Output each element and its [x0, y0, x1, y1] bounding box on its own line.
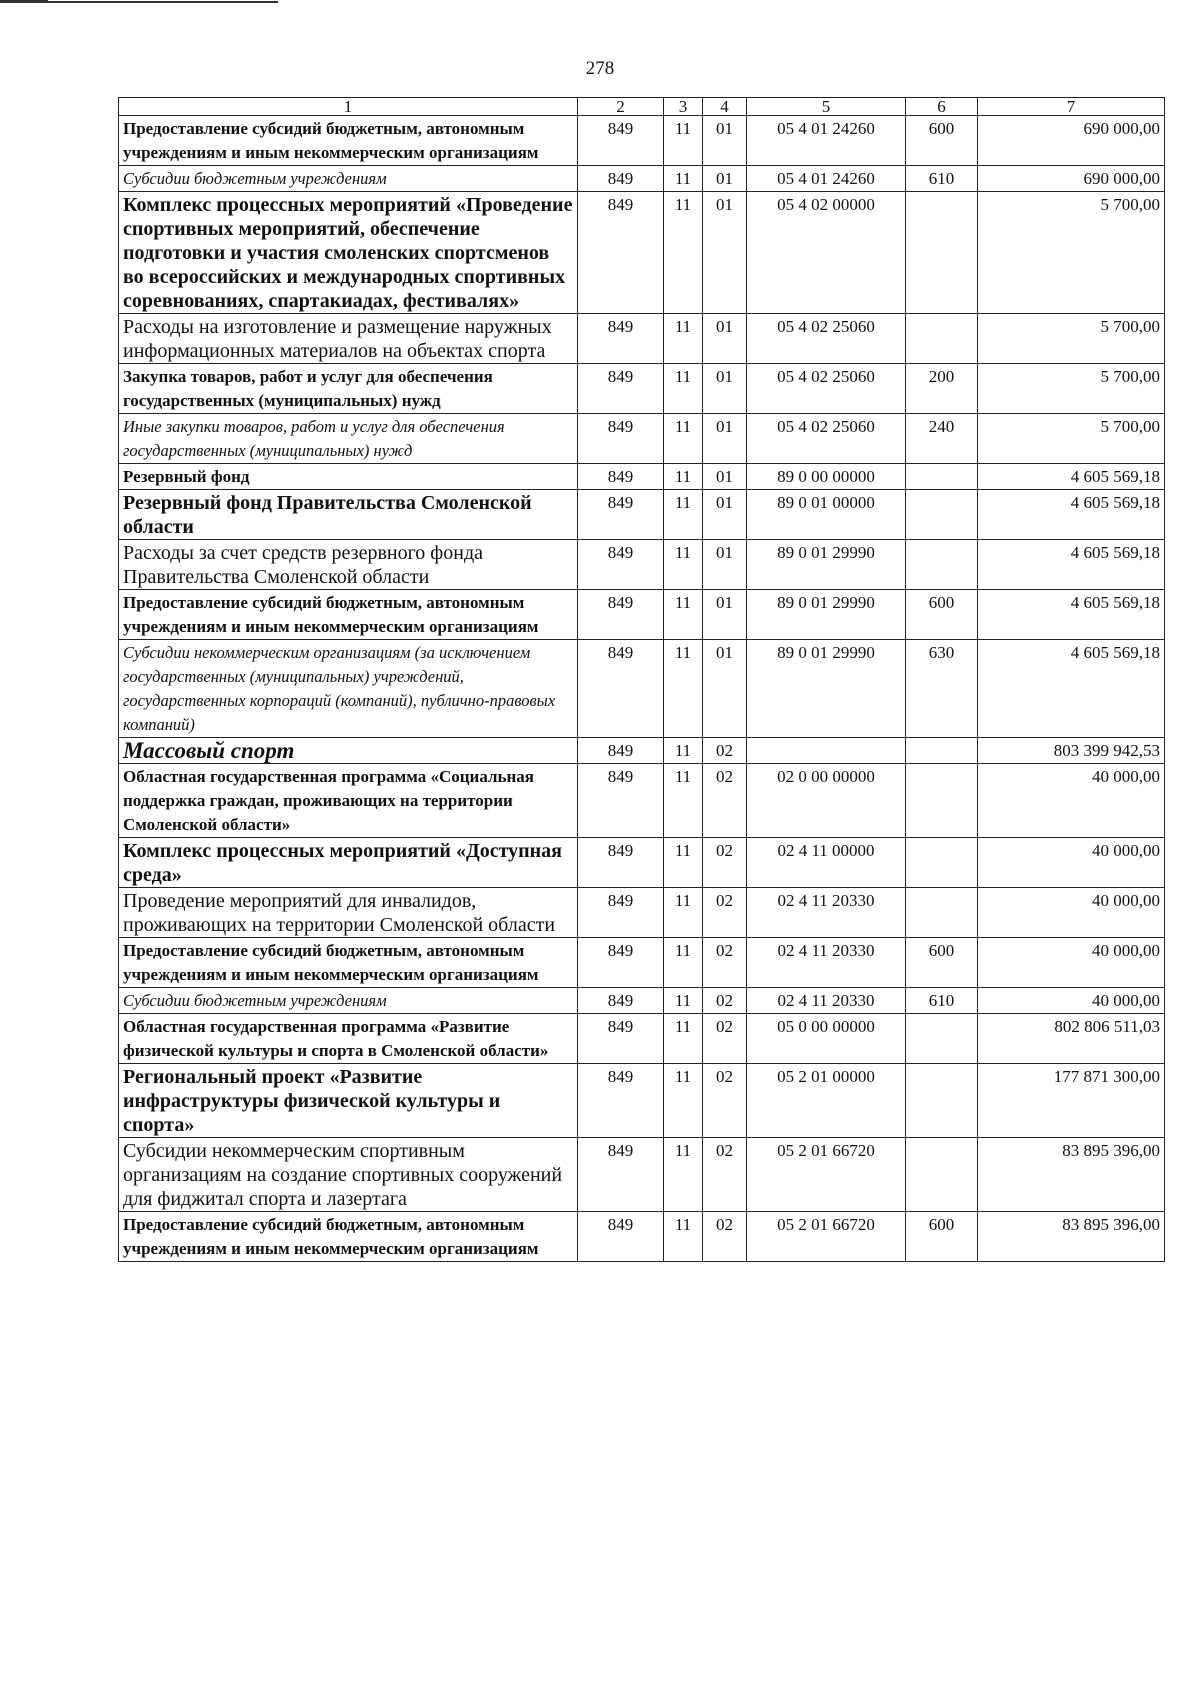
cell-ministry-code: 849 — [578, 414, 664, 464]
cell-subsection-code: 02 — [703, 938, 747, 988]
row-name: Массовый спорт — [119, 738, 578, 764]
cell-target-article: 89 0 01 29990 — [747, 590, 906, 640]
cell-ministry-code: 849 — [578, 540, 664, 590]
row-name: Областная государственная программа «Развитие физической культуры и спорта в Смоленской области» — [119, 1014, 578, 1064]
cell-expense-type: 610 — [906, 166, 978, 192]
cell-ministry-code: 849 — [578, 1212, 664, 1262]
cell-amount: 802 806 511,03 — [978, 1014, 1165, 1064]
cell-amount: 83 895 396,00 — [978, 1212, 1165, 1262]
cell-section-code: 11 — [664, 314, 703, 364]
cell-target-article: 05 0 00 00000 — [747, 1014, 906, 1064]
cell-subsection-code: 02 — [703, 1212, 747, 1262]
cell-subsection-code: 01 — [703, 414, 747, 464]
cell-subsection-code: 01 — [703, 490, 747, 540]
cell-subsection-code: 01 — [703, 540, 747, 590]
cell-section-code: 11 — [664, 590, 703, 640]
cell-target-article: 02 4 11 20330 — [747, 988, 906, 1014]
cell-subsection-code: 02 — [703, 764, 747, 838]
cell-target-article: 05 4 02 25060 — [747, 414, 906, 464]
cell-ministry-code: 849 — [578, 116, 664, 166]
table-row — [119, 590, 1165, 640]
cell-amount: 4 605 569,18 — [978, 540, 1165, 590]
cell-expense-type — [906, 888, 978, 938]
cell-ministry-code: 849 — [578, 888, 664, 938]
table-row — [119, 988, 1165, 1014]
cell-expense-type — [906, 764, 978, 838]
cell-section-code: 11 — [664, 1014, 703, 1064]
cell-target-article: 05 4 02 25060 — [747, 314, 906, 364]
cell-subsection-code: 02 — [703, 1014, 747, 1064]
cell-subsection-code: 01 — [703, 640, 747, 738]
table-row — [119, 192, 1165, 314]
cell-expense-type — [906, 738, 978, 764]
table-row — [119, 888, 1165, 938]
table-row — [119, 1014, 1165, 1064]
cell-section-code: 11 — [664, 166, 703, 192]
row-name: Предоставление субсидий бюджетным, автономным учреждениям и иным некоммерческим организациям — [119, 590, 578, 640]
cell-target-article — [747, 738, 906, 764]
cell-target-article: 05 2 01 66720 — [747, 1212, 906, 1262]
row-name: Предоставление субсидий бюджетным, автономным учреждениям и иным некоммерческим организациям — [119, 1212, 578, 1262]
cell-section-code: 11 — [664, 540, 703, 590]
cell-section-code: 11 — [664, 838, 703, 888]
table-row — [119, 464, 1165, 490]
table-row — [119, 1212, 1165, 1262]
cell-expense-type: 610 — [906, 988, 978, 1014]
cell-expense-type: 600 — [906, 590, 978, 640]
cell-ministry-code: 849 — [578, 364, 664, 414]
cell-section-code: 11 — [664, 490, 703, 540]
cell-expense-type — [906, 838, 978, 888]
cell-amount: 83 895 396,00 — [978, 1138, 1165, 1212]
cell-target-article: 05 2 01 66720 — [747, 1138, 906, 1212]
cell-subsection-code: 01 — [703, 590, 747, 640]
cell-target-article: 89 0 01 29990 — [747, 640, 906, 738]
cell-expense-type: 600 — [906, 1212, 978, 1262]
cell-amount: 40 000,00 — [978, 888, 1165, 938]
cell-expense-type — [906, 540, 978, 590]
table-row — [119, 364, 1165, 414]
cell-amount: 40 000,00 — [978, 988, 1165, 1014]
cell-subsection-code: 01 — [703, 364, 747, 414]
cell-amount: 4 605 569,18 — [978, 640, 1165, 738]
cell-expense-type — [906, 1064, 978, 1138]
column-header: 7 — [978, 98, 1165, 116]
cell-target-article: 89 0 01 29990 — [747, 540, 906, 590]
cell-section-code: 11 — [664, 938, 703, 988]
cell-section-code: 11 — [664, 116, 703, 166]
cell-amount: 4 605 569,18 — [978, 464, 1165, 490]
cell-expense-type — [906, 464, 978, 490]
cell-ministry-code: 849 — [578, 314, 664, 364]
table-row — [119, 116, 1165, 166]
cell-target-article: 05 4 01 24260 — [747, 166, 906, 192]
cell-ministry-code: 849 — [578, 1014, 664, 1064]
cell-target-article: 05 2 01 00000 — [747, 1064, 906, 1138]
cell-subsection-code: 01 — [703, 464, 747, 490]
cell-subsection-code: 02 — [703, 988, 747, 1014]
cell-amount: 40 000,00 — [978, 764, 1165, 838]
cell-amount: 5 700,00 — [978, 364, 1165, 414]
column-header: 6 — [906, 98, 978, 116]
cell-amount: 803 399 942,53 — [978, 738, 1165, 764]
cell-target-article: 02 4 11 20330 — [747, 888, 906, 938]
row-name: Предоставление субсидий бюджетным, автономным учреждениям и иным некоммерческим организациям — [119, 116, 578, 166]
cell-subsection-code: 02 — [703, 838, 747, 888]
column-header: 3 — [664, 98, 703, 116]
row-name: Субсидии некоммерческим спортивным организациям на создание спортивных сооружений для фиджитал спорта и лазертага — [119, 1138, 578, 1212]
cell-target-article: 02 4 11 00000 — [747, 838, 906, 888]
cell-amount: 5 700,00 — [978, 414, 1165, 464]
cell-expense-type — [906, 192, 978, 314]
row-name: Субсидии бюджетным учреждениям — [119, 988, 578, 1014]
cell-target-article: 02 4 11 20330 — [747, 938, 906, 988]
row-name: Субсидии некоммерческим организациям (за исключением государственных (муниципальных) учреждений, государственных корпораций (компаний), публично-правовых компаний) — [119, 640, 578, 738]
table-row — [119, 640, 1165, 738]
table-row — [119, 166, 1165, 192]
table-row — [119, 414, 1165, 464]
cell-subsection-code: 01 — [703, 166, 747, 192]
cell-expense-type: 600 — [906, 116, 978, 166]
cell-expense-type: 240 — [906, 414, 978, 464]
row-name: Комплекс процессных мероприятий «Проведение спортивных мероприятий, обеспечение подготовки и участия смоленских спортсменов во всероссийских и международных спортивных соревнованиях, спартакиадах, фестивалях» — [119, 192, 578, 314]
row-name: Расходы за счет средств резервного фонда Правительства Смоленской области — [119, 540, 578, 590]
cell-amount: 40 000,00 — [978, 838, 1165, 888]
row-name: Субсидии бюджетным учреждениям — [119, 166, 578, 192]
cell-amount: 40 000,00 — [978, 938, 1165, 988]
cell-amount: 4 605 569,18 — [978, 490, 1165, 540]
cell-section-code: 11 — [664, 1138, 703, 1212]
table-row — [119, 764, 1165, 838]
cell-subsection-code: 02 — [703, 1138, 747, 1212]
cell-target-article: 05 4 01 24260 — [747, 116, 906, 166]
cell-target-article: 05 4 02 25060 — [747, 364, 906, 414]
column-header: 4 — [703, 98, 747, 116]
row-name: Резервный фонд Правительства Смоленской области — [119, 490, 578, 540]
page-number: 278 — [585, 58, 615, 79]
scan-mark-top — [48, 1, 278, 3]
cell-amount: 690 000,00 — [978, 116, 1165, 166]
column-header: 2 — [578, 98, 664, 116]
table-row — [119, 1138, 1165, 1212]
column-header: 5 — [747, 98, 906, 116]
cell-subsection-code: 02 — [703, 738, 747, 764]
cell-section-code: 11 — [664, 1064, 703, 1138]
table-row — [119, 490, 1165, 540]
cell-target-article: 89 0 00 00000 — [747, 464, 906, 490]
row-name: Резервный фонд — [119, 464, 578, 490]
cell-section-code: 11 — [664, 464, 703, 490]
row-name: Проведение мероприятий для инвалидов, проживающих на территории Смоленской области — [119, 888, 578, 938]
cell-expense-type — [906, 490, 978, 540]
cell-section-code: 11 — [664, 640, 703, 738]
cell-expense-type — [906, 314, 978, 364]
cell-subsection-code: 01 — [703, 116, 747, 166]
cell-ministry-code: 849 — [578, 1064, 664, 1138]
table-row — [119, 540, 1165, 590]
cell-section-code: 11 — [664, 988, 703, 1014]
header-row — [119, 98, 1165, 116]
cell-subsection-code: 02 — [703, 888, 747, 938]
cell-ministry-code: 849 — [578, 192, 664, 314]
table-row — [119, 738, 1165, 764]
cell-subsection-code: 02 — [703, 1064, 747, 1138]
cell-target-article: 89 0 01 00000 — [747, 490, 906, 540]
row-name: Региональный проект «Развитие инфраструктуры физической культуры и спорта» — [119, 1064, 578, 1138]
cell-amount: 4 605 569,18 — [978, 590, 1165, 640]
row-name: Областная государственная программа «Социальная поддержка граждан, проживающих на территории Смоленской области» — [119, 764, 578, 838]
cell-ministry-code: 849 — [578, 988, 664, 1014]
table-row — [119, 314, 1165, 364]
row-name: Расходы на изготовление и размещение наружных информационных материалов на объектах спорта — [119, 314, 578, 364]
cell-section-code: 11 — [664, 738, 703, 764]
cell-ministry-code: 849 — [578, 838, 664, 888]
cell-expense-type: 600 — [906, 938, 978, 988]
cell-target-article: 05 4 02 00000 — [747, 192, 906, 314]
cell-ministry-code: 849 — [578, 938, 664, 988]
cell-section-code: 11 — [664, 192, 703, 314]
table-row — [119, 1064, 1165, 1138]
cell-section-code: 11 — [664, 764, 703, 838]
row-name: Иные закупки товаров, работ и услуг для обеспечения государственных (муниципальных) нужд — [119, 414, 578, 464]
cell-amount: 690 000,00 — [978, 166, 1165, 192]
cell-ministry-code: 849 — [578, 490, 664, 540]
cell-amount: 177 871 300,00 — [978, 1064, 1165, 1138]
table-row — [119, 938, 1165, 988]
cell-section-code: 11 — [664, 1212, 703, 1262]
cell-amount: 5 700,00 — [978, 314, 1165, 364]
table-row — [119, 838, 1165, 888]
budget-table — [118, 97, 1165, 1262]
cell-target-article: 02 0 00 00000 — [747, 764, 906, 838]
cell-ministry-code: 849 — [578, 1138, 664, 1212]
cell-section-code: 11 — [664, 364, 703, 414]
cell-subsection-code: 01 — [703, 192, 747, 314]
cell-ministry-code: 849 — [578, 166, 664, 192]
cell-ministry-code: 849 — [578, 464, 664, 490]
cell-expense-type: 630 — [906, 640, 978, 738]
scan-mark-top-left — [0, 0, 48, 3]
cell-ministry-code: 849 — [578, 590, 664, 640]
row-name: Закупка товаров, работ и услуг для обеспечения государственных (муниципальных) нужд — [119, 364, 578, 414]
cell-ministry-code: 849 — [578, 640, 664, 738]
cell-expense-type — [906, 1014, 978, 1064]
cell-section-code: 11 — [664, 414, 703, 464]
table-body — [119, 98, 1165, 1262]
cell-subsection-code: 01 — [703, 314, 747, 364]
cell-amount: 5 700,00 — [978, 192, 1165, 314]
row-name: Предоставление субсидий бюджетным, автономным учреждениям и иным некоммерческим организациям — [119, 938, 578, 988]
column-header: 1 — [119, 98, 578, 116]
cell-ministry-code: 849 — [578, 738, 664, 764]
cell-ministry-code: 849 — [578, 764, 664, 838]
row-name: Комплекс процессных мероприятий «Доступная среда» — [119, 838, 578, 888]
cell-section-code: 11 — [664, 888, 703, 938]
cell-expense-type — [906, 1138, 978, 1212]
cell-expense-type: 200 — [906, 364, 978, 414]
